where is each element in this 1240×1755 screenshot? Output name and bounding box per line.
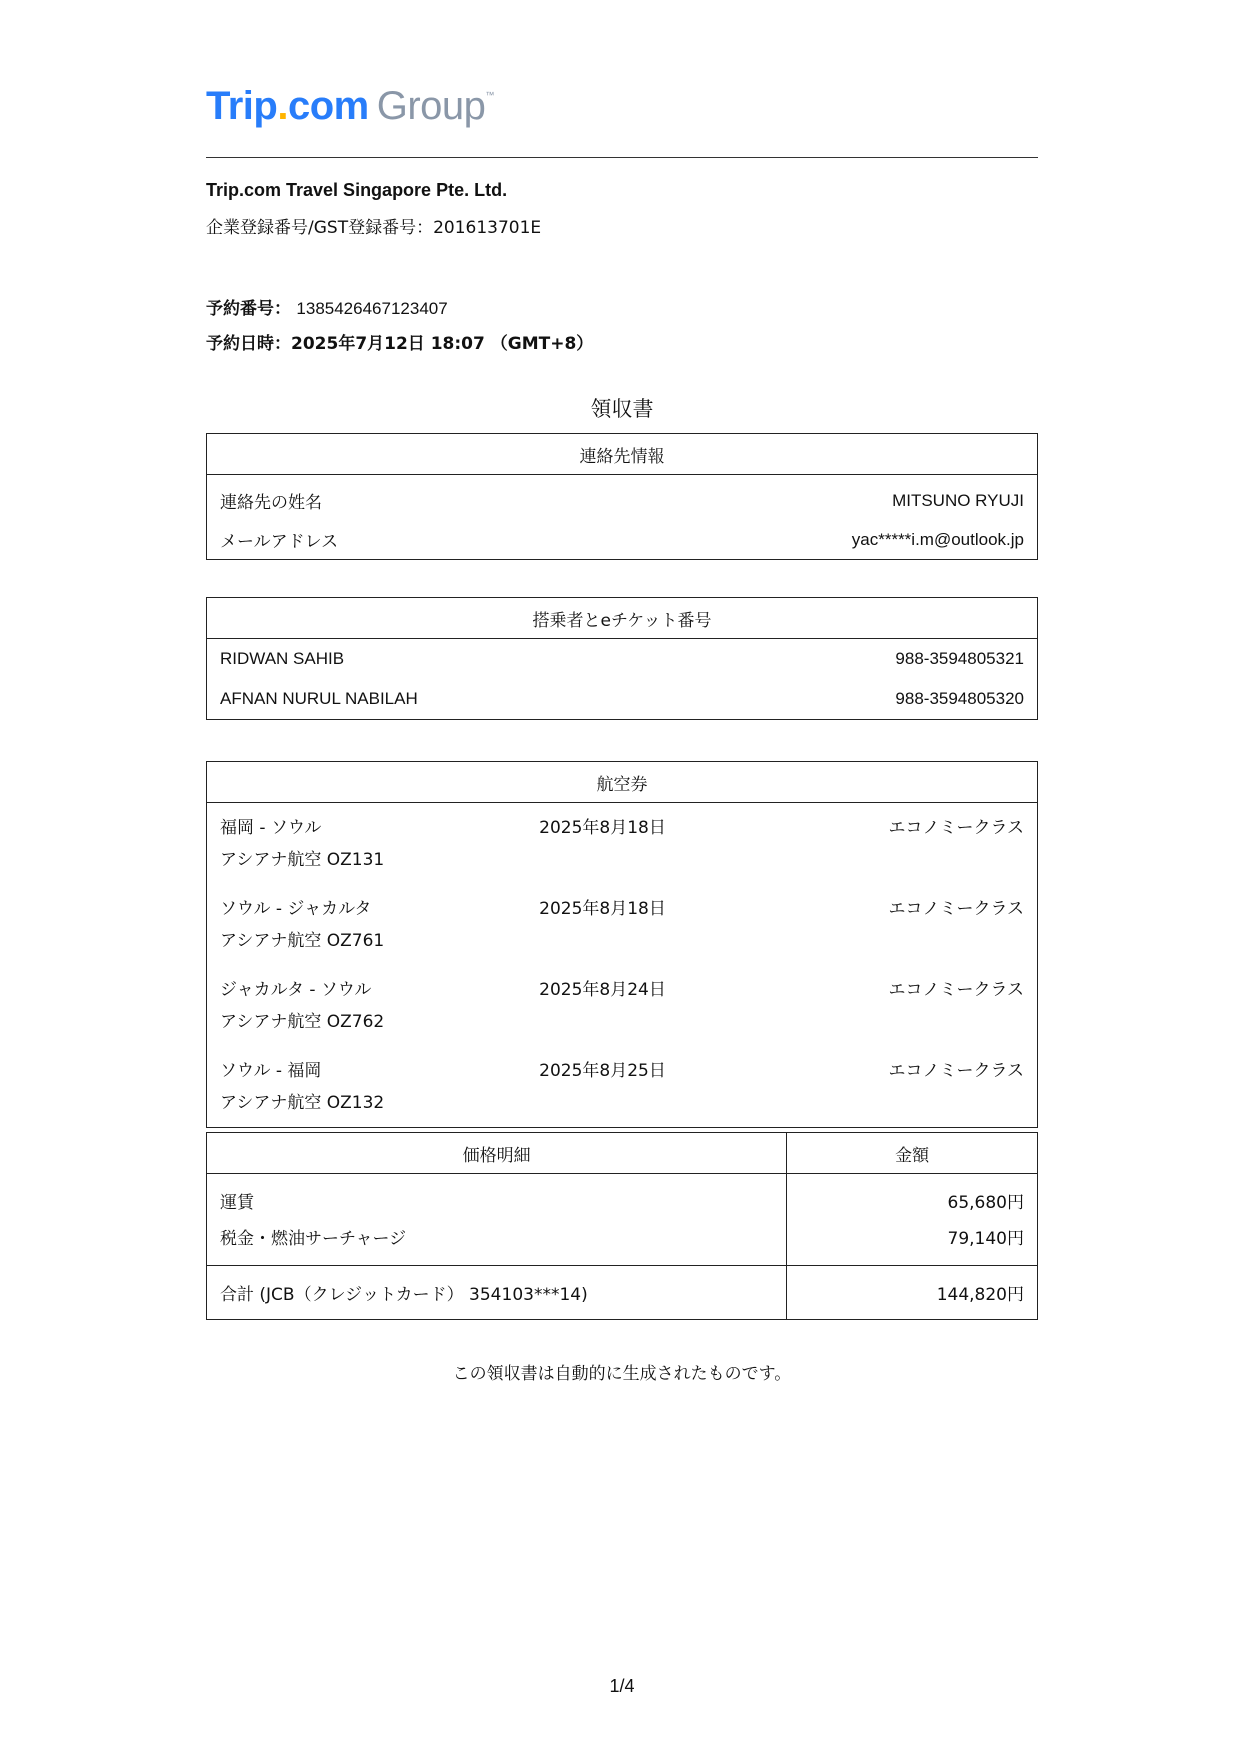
flight-number: アシアナ航空 OZ761 [220, 931, 385, 951]
table-row [207, 679, 1038, 720]
flight-date: 2025年8月18日 [539, 818, 666, 838]
company-name: Trip.com Travel Singapore Pte. Ltd. [206, 180, 508, 200]
price-breakdown-table [206, 1132, 1038, 1320]
email-value: yac*****i.m@outlook.jp [851, 529, 1024, 549]
flight-route: ソウル - ジャカルタ [220, 899, 372, 919]
contact-name-value: MITSUNO RYUJI [892, 490, 1024, 510]
price-details-heading: 価格明細 [207, 1133, 787, 1174]
flight-route: ジャカルタ - ソウル [220, 980, 372, 1000]
header-divider [206, 157, 1038, 158]
logo-dot: . [277, 84, 288, 128]
contact-name-label: 連絡先の姓名 [220, 493, 322, 513]
flights-table [206, 761, 1038, 1128]
registration-label: 企業登録番号/GST登録番号： [206, 218, 434, 238]
cabin-class: エコノミークラス [888, 1061, 1024, 1081]
table-row [207, 1046, 1038, 1128]
table-row [207, 803, 1038, 885]
flight-date: 2025年8月24日 [539, 980, 666, 1000]
flight-date: 2025年8月25日 [539, 1061, 666, 1081]
table-row [207, 475, 1038, 521]
logo-group: Group [376, 84, 486, 128]
table-row [207, 965, 1038, 1046]
booking-datetime: 予約日時：2025年7月12日 18:07 （GMT+8） [206, 334, 594, 354]
tax-surcharge-amount: 79,140円 [947, 1229, 1024, 1249]
flight-segment [207, 884, 527, 965]
logo-trip: Trip [206, 84, 278, 128]
trip-com-group-logo [206, 84, 494, 134]
cabin-class: エコノミークラス [888, 899, 1024, 919]
table-row [207, 639, 1038, 680]
flight-segment [207, 1046, 527, 1128]
flight-segment [207, 965, 527, 1046]
passengers-heading: 搭乗者とeチケット番号 [207, 598, 1038, 639]
flight-date: 2025年8月18日 [539, 899, 666, 919]
registration-number: 201613701E [433, 218, 542, 238]
flight-number: アシアナ航空 OZ762 [220, 1012, 385, 1032]
flights-heading: 航空券 [207, 762, 1038, 803]
page-number: 1/4 [609, 1676, 635, 1696]
email-label: メールアドレス [220, 532, 339, 552]
table-row [207, 1174, 1038, 1266]
flight-route: 福岡 - ソウル [220, 818, 322, 838]
booking-number [206, 294, 448, 319]
cabin-class: エコノミークラス [888, 818, 1024, 838]
table-row [207, 1266, 1038, 1320]
flight-number: アシアナ航空 OZ131 [220, 850, 385, 870]
booking-number-value: 1385426467123407 [296, 299, 448, 318]
eticket-number: 988-3594805320 [895, 689, 1024, 708]
passengers-table [206, 597, 1038, 720]
fare-label: 運賃 [220, 1193, 254, 1213]
auto-generated-note: この領収書は自動的に生成されたものです。 [452, 1364, 792, 1384]
fare-amount: 65,680円 [947, 1193, 1024, 1213]
total-amount: 144,820円 [787, 1266, 1038, 1320]
contact-info-table [206, 433, 1038, 560]
tax-surcharge-label: 税金・燃油サーチャージ [220, 1229, 407, 1249]
contact-info-heading: 連絡先情報 [207, 434, 1038, 475]
company-registration [206, 213, 541, 238]
logo-com: com [287, 84, 369, 128]
price-item-labels [207, 1174, 787, 1266]
booking-number-label: 予約番号： [206, 299, 291, 319]
amount-heading: 金額 [787, 1133, 1038, 1174]
cabin-class: エコノミークラス [888, 980, 1024, 1000]
eticket-number: 988-3594805321 [895, 649, 1024, 668]
logo-trademark: ™ [485, 90, 494, 100]
total-label: 合計 (JCB（クレジットカード） 354103***14) [207, 1266, 787, 1320]
passenger-name: AFNAN NURUL NABILAH [220, 689, 418, 708]
document-title: 領収書 [590, 397, 654, 421]
passenger-name: RIDWAN SAHIB [220, 649, 345, 668]
flight-route: ソウル - 福岡 [220, 1061, 322, 1081]
table-row [207, 884, 1038, 965]
price-item-amounts [787, 1174, 1038, 1266]
table-row [207, 520, 1038, 560]
flight-number: アシアナ航空 OZ132 [220, 1093, 385, 1113]
flight-segment [207, 803, 527, 885]
